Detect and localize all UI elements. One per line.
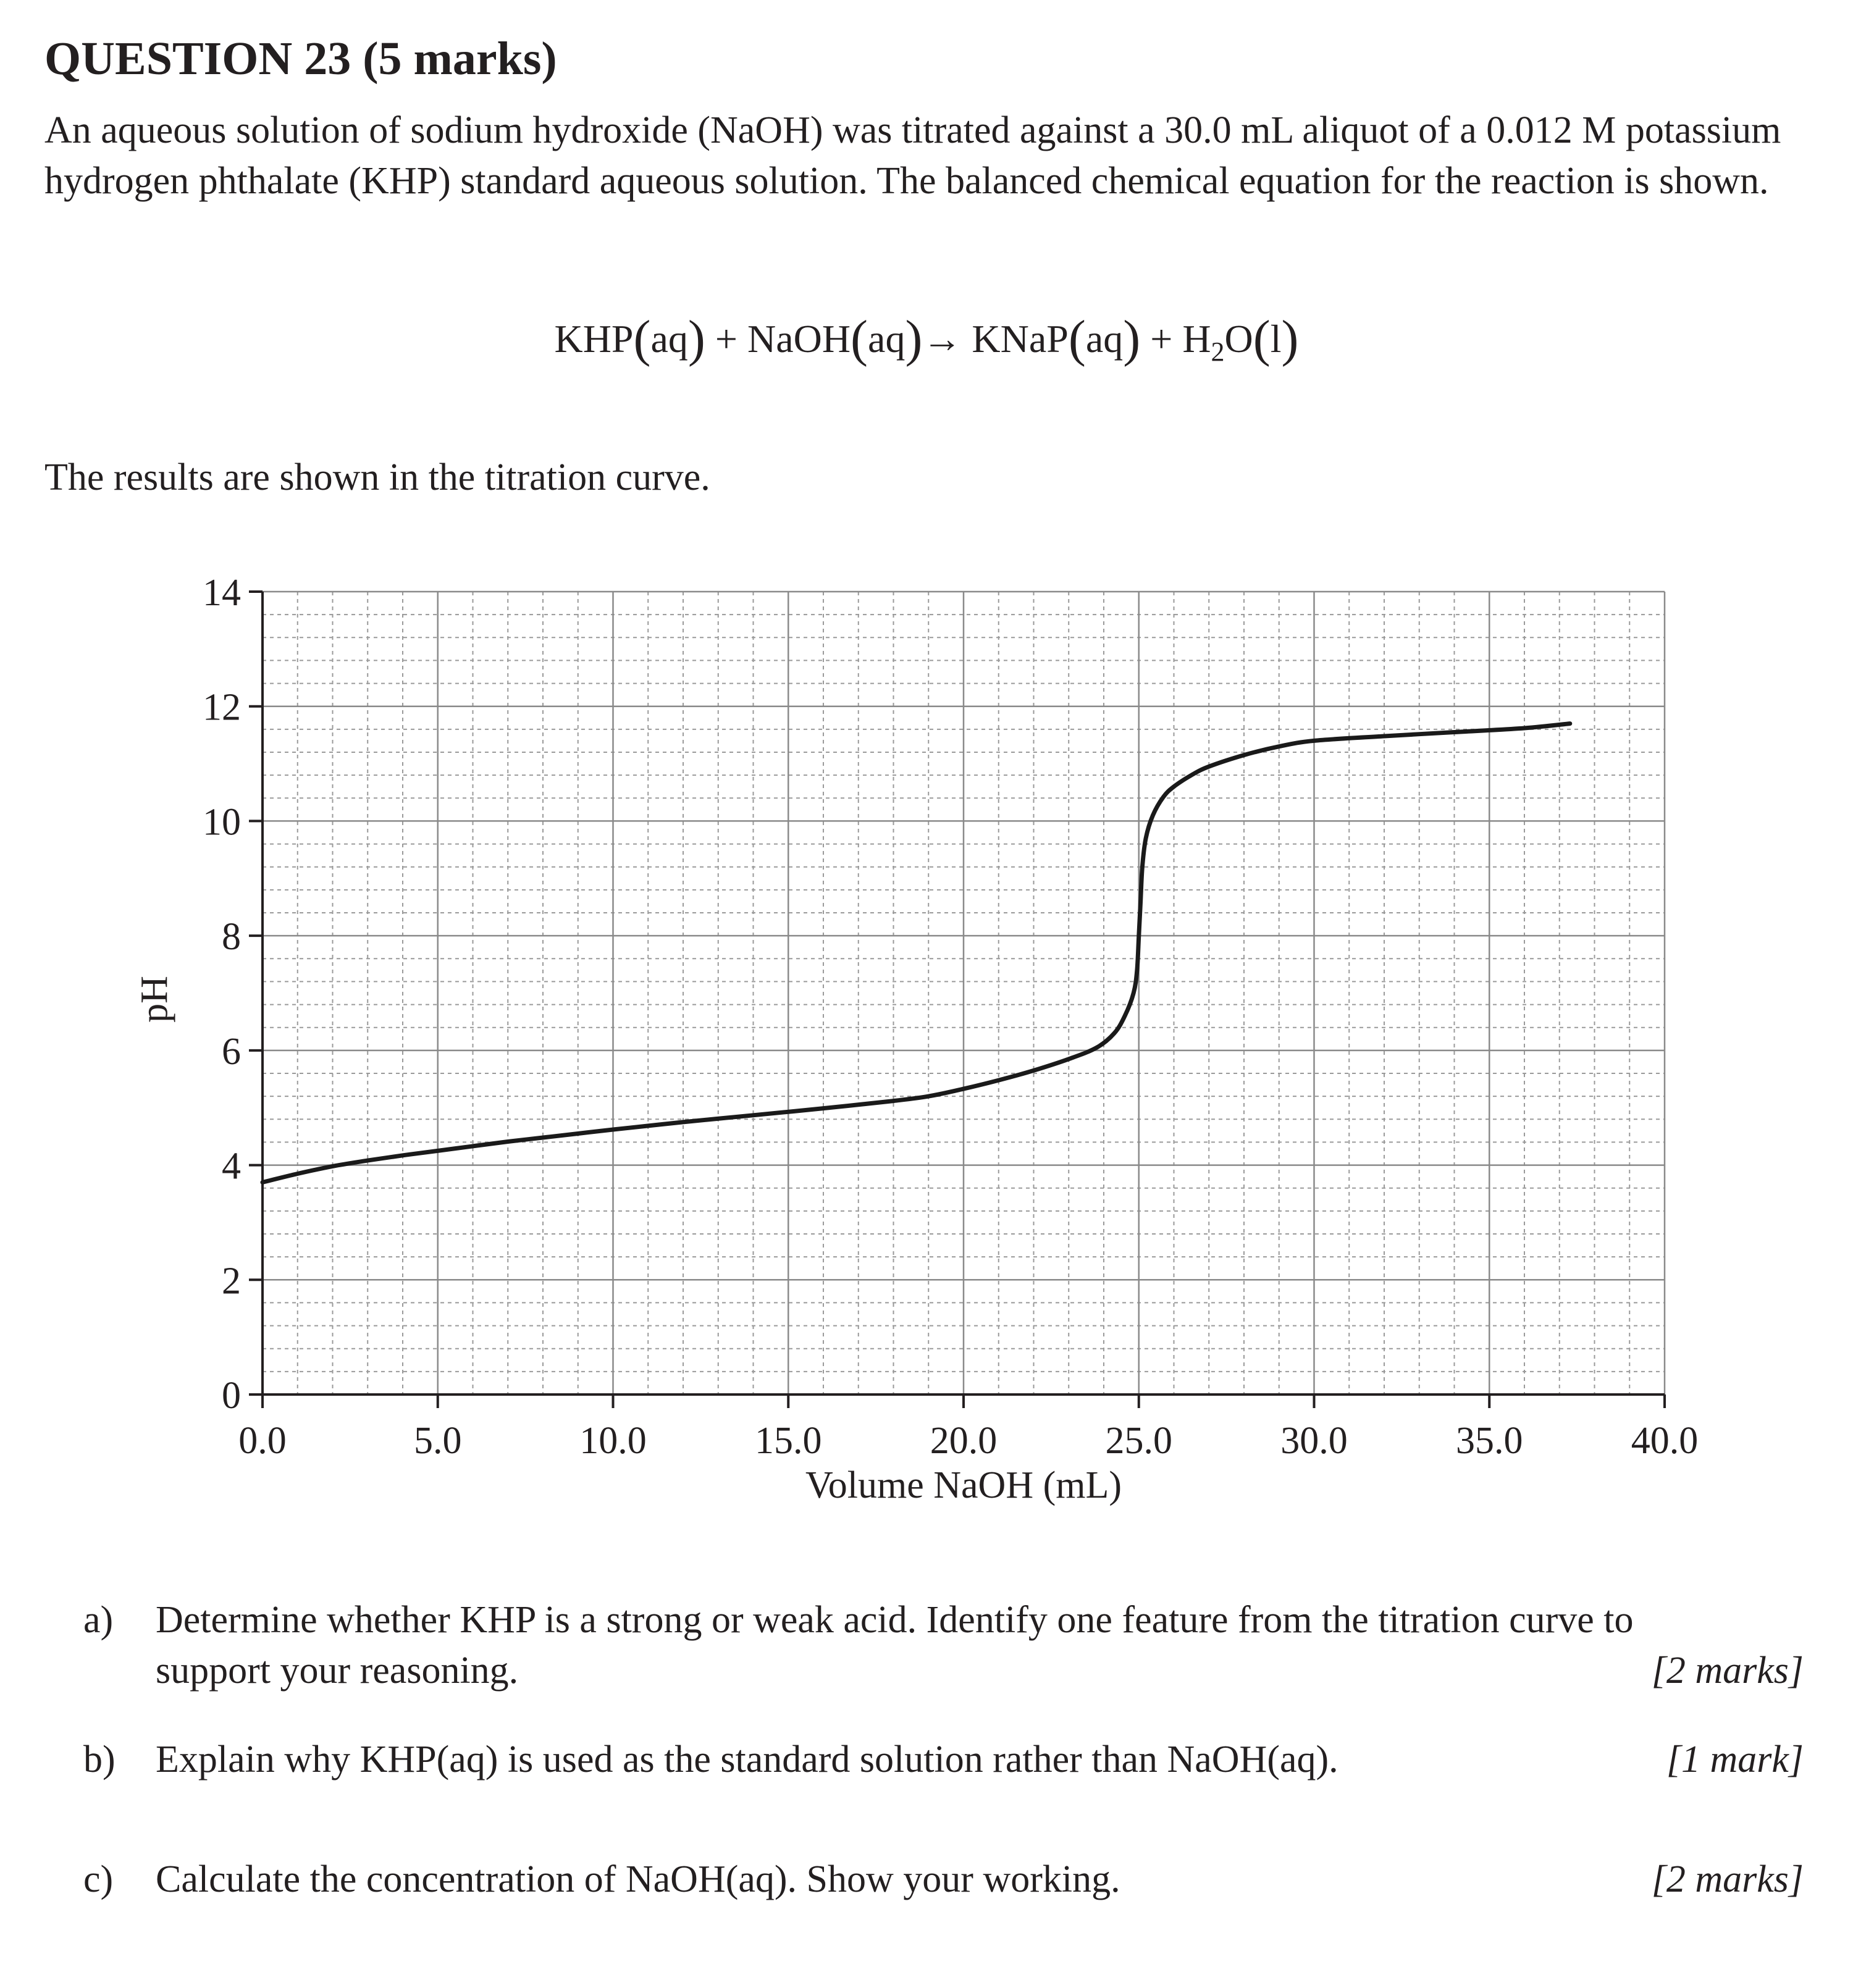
part-letter: a)	[83, 1599, 114, 1641]
results-text: The results are shown in the titration curve.	[44, 456, 710, 498]
x-tick-label: 25.0	[1105, 1420, 1172, 1462]
question-part-b	[0, 1734, 1853, 1790]
reactant-khp: KHP	[554, 317, 634, 361]
x-tick-label: 10.0	[579, 1420, 647, 1462]
y-tick-label: 4	[222, 1145, 241, 1188]
part-text: Determine whether KHP is a strong or weak acid. Identify one feature from the titration curve to support your reasoning.	[156, 1599, 1634, 1692]
x-tick-label: 40.0	[1631, 1420, 1699, 1462]
reactant-naoh: NaOH	[747, 317, 851, 361]
axis-ticks	[203, 572, 1698, 1462]
part-text: Calculate the concentration of NaOH(aq). Show your working.	[156, 1858, 1120, 1900]
y-tick-label: 8	[222, 916, 241, 958]
y-tick-label: 14	[203, 572, 241, 614]
question-intro: An aqueous solution of sodium hydroxide (NaOH) was titrated against a 30.0 mL aliquot of a 0.012 M potassium hydrogen phthalate (KHP) standard aqueous solution. The balanced chemical equation for the reaction is shown.	[44, 109, 1781, 202]
state-aq-3: aq	[1085, 317, 1124, 361]
part-text: Explain why KHP(aq) is used as the standard solution rather than NaOH(aq).	[156, 1738, 1338, 1780]
plus-sign: +	[1150, 317, 1173, 361]
part-letter: b)	[83, 1738, 116, 1780]
part-marks: [2 marks]	[1651, 1650, 1804, 1692]
x-tick-label: 20.0	[930, 1420, 998, 1462]
question-title: QUESTION 23 (5 marks)	[44, 33, 557, 85]
part-marks: [1 mark]	[1666, 1738, 1804, 1780]
y-tick-label: 0	[222, 1375, 241, 1417]
plus-sign: +	[715, 317, 737, 361]
y-axis-label: pH	[133, 976, 175, 1023]
question-part-c	[0, 1854, 1853, 1910]
x-axis-label: Volume NaOH (mL)	[805, 1464, 1122, 1506]
titration-curve-chart	[0, 556, 1853, 1519]
reaction-arrow: →	[922, 317, 962, 361]
state-aq-2: aq	[868, 317, 905, 361]
state-aq-1: aq	[650, 317, 688, 361]
product-water-h: H	[1182, 317, 1211, 361]
x-tick-label: 30.0	[1280, 1420, 1348, 1462]
chemical-equation: KHP(aq) + NaOH(aq)→ KNaP(aq) + $H_2O(l)$	[554, 310, 1299, 367]
question-part-a	[0, 1595, 1853, 1700]
state-l: l	[1270, 317, 1282, 361]
part-letter: c)	[83, 1858, 114, 1900]
x-tick-label: 0.0	[238, 1420, 287, 1462]
product-water-o: O	[1224, 317, 1253, 361]
titration-curve-line	[263, 724, 1570, 1183]
y-tick-label: 10	[203, 801, 241, 844]
y-tick-label: 12	[203, 686, 241, 729]
y-tick-label: 6	[222, 1030, 241, 1073]
part-marks: [2 marks]	[1651, 1858, 1804, 1900]
y-tick-label: 2	[222, 1260, 241, 1302]
x-tick-label: 35.0	[1456, 1420, 1523, 1462]
subscript-2: 2	[1211, 336, 1225, 367]
x-tick-label: 15.0	[755, 1420, 822, 1462]
product-knap: KNaP	[972, 317, 1069, 361]
x-tick-label: 5.0	[414, 1420, 462, 1462]
